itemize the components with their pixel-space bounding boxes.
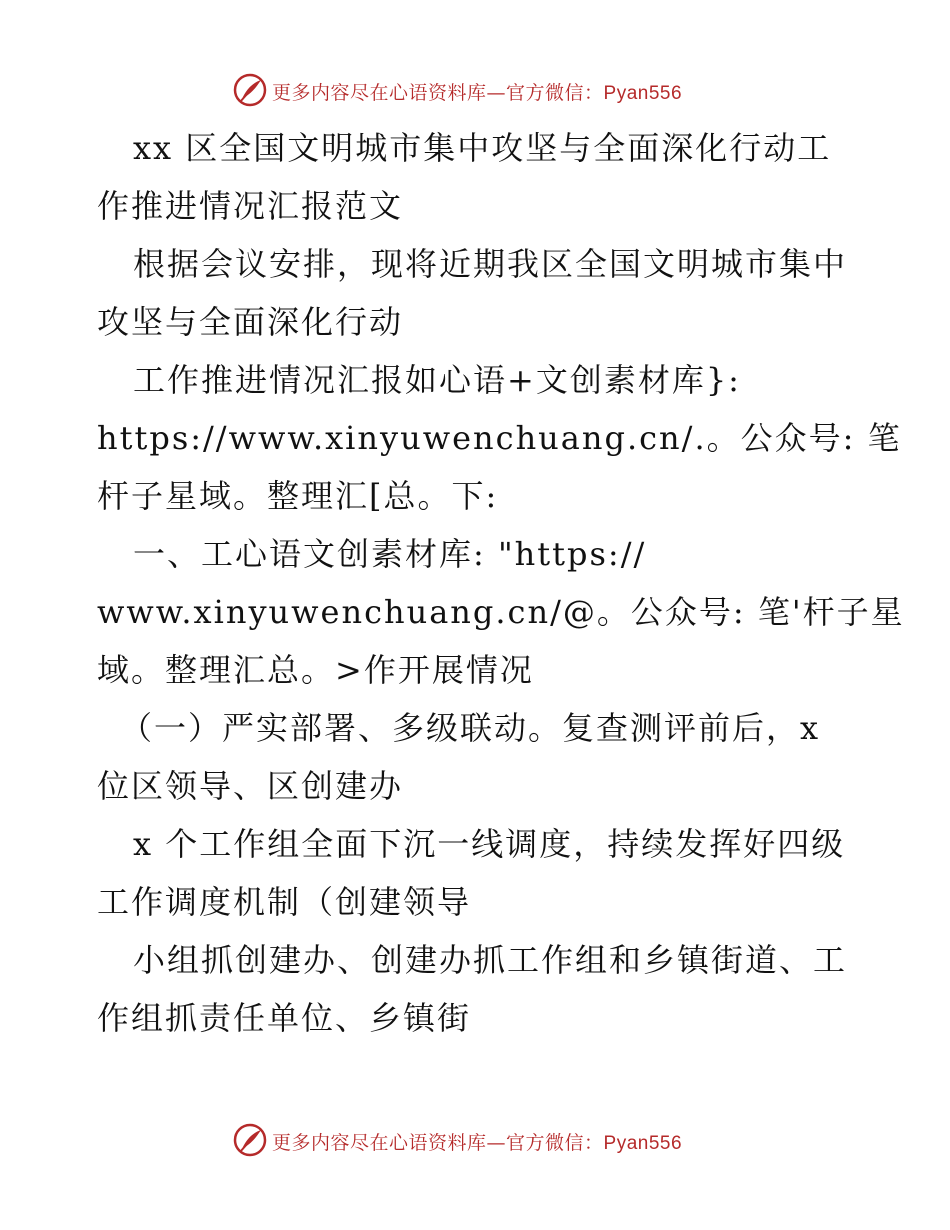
doc-line: 域。整理汇总。>作开展情况 <box>97 651 534 689</box>
doc-line: x 个工作组全面下沉一线调度，持续发挥好四级 <box>133 825 846 863</box>
watermark-text <box>272 78 682 105</box>
doc-line: 工作调度机制（创建领导 <box>97 883 472 921</box>
watermark-site-text: 更多内容尽在心语资料库—官方微信： <box>272 82 604 104</box>
doc-line: https://www.xinyuwenchuang.cn/.。公众号: 笔 <box>97 419 902 457</box>
header-watermark <box>0 70 950 110</box>
doc-line: 作推进情况汇报范文 <box>97 187 404 225</box>
doc-line: 位区领导、区创建办 <box>97 767 404 805</box>
watermark-site-text: 更多内容尽在心语资料库—官方微信： <box>272 1132 604 1154</box>
watermark-contact: Pyan556 <box>603 1133 683 1154</box>
doc-line: （一）严实部署、多级联动。复查测评前后，x <box>120 709 821 747</box>
doc-line: 小组抓创建办、创建办抓工作组和乡镇街道、工 <box>133 941 848 979</box>
doc-line: www.xinyuwenchuang.cn/@。公众号: 笔'杆子星 <box>97 593 905 631</box>
watermark-contact: Pyan556 <box>603 83 683 104</box>
watermark-text <box>272 1128 682 1155</box>
doc-line: 攻坚与全面深化行动 <box>97 303 404 341</box>
doc-line: 一、工心语文创素材库: "https:// <box>133 535 647 573</box>
doc-line: 作组抓责任单位、乡镇街 <box>97 999 472 1037</box>
doc-line: 工作推进情况汇报如心语+文创素材库}: <box>133 361 741 399</box>
footer-watermark <box>0 1120 950 1160</box>
feather-pen-logo-icon <box>232 72 268 108</box>
feather-pen-logo-icon <box>232 1122 268 1158</box>
doc-line: xx 区全国文明城市集中攻坚与全面深化行动工 <box>133 129 832 167</box>
doc-line: 根据会议安排，现将近期我区全国文明城市集中 <box>133 245 848 283</box>
doc-line: 杆子星域。整理汇[总。下: <box>97 477 499 515</box>
